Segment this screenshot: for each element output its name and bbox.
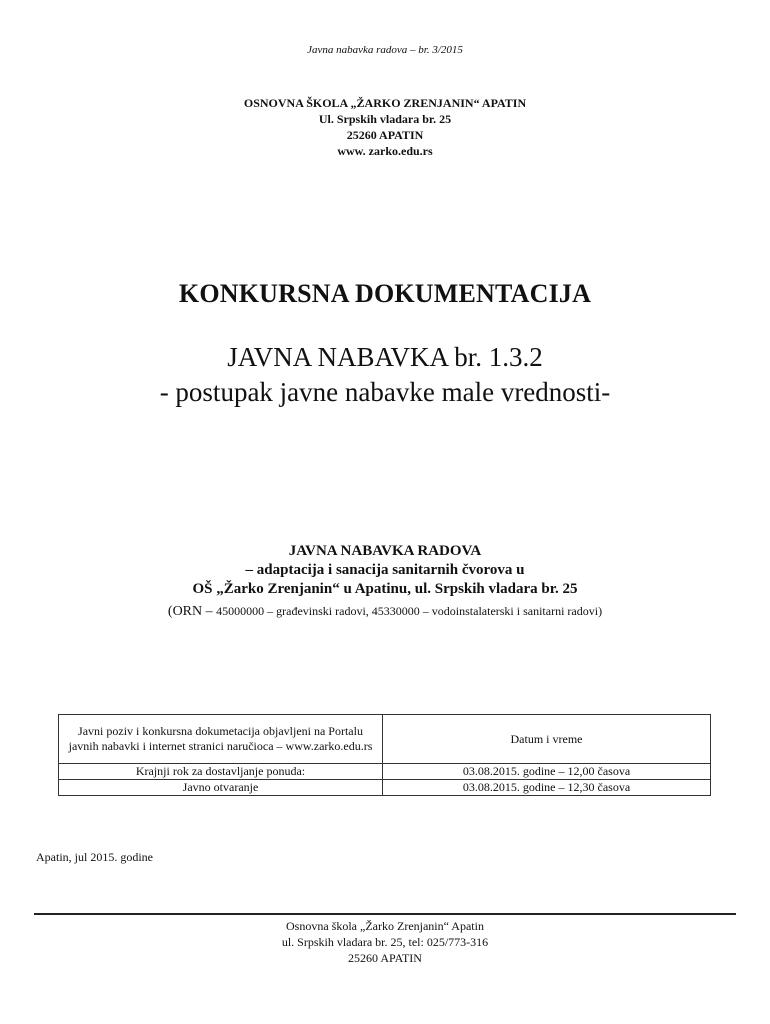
table-cell-value: 03.08.2015. godine – 12,00 časova [383, 764, 711, 780]
footer-line-1: Osnovna škola „Žarko Zrenjanin“ Apatin [286, 919, 484, 933]
subject-line-3: OŠ „Žarko Zrenjanin“ u Apatinu, ul. Srpskih vladara br. 25 [192, 581, 578, 597]
orn-codes [0, 604, 770, 620]
table-cell-label: Javno otvaranje [59, 780, 383, 796]
place-and-date: Apatin, jul 2015. godine [36, 850, 153, 864]
school-name: OSNOVNA ŠKOLA „ŽARKO ZRENJANIN“ APATIN [243, 96, 527, 110]
school-website: www. zarko.edu.rs [337, 144, 433, 158]
table-cell-label: Javni poziv i konkursna dokumetacija objavljeni na Portalu javnih nabavki i internet stranici naručioca – www.zarko.edu.rs [59, 715, 383, 764]
table-row [59, 780, 711, 796]
subject-block [0, 542, 770, 599]
orn-prefix: (ORN – [167, 604, 213, 619]
table-row [59, 764, 711, 780]
subject-line-2: – adaptacija i sanacija sanitarnih čvorova u [245, 562, 525, 578]
procurement-number: JAVNA NABAVKA br. 1.3.2 [227, 342, 543, 372]
school-address-block [0, 95, 770, 159]
school-street: Ul. Srpskih vladara br. 25 [318, 112, 452, 126]
footer [0, 918, 770, 966]
procurement-heading [0, 340, 770, 410]
school-city: 25260 APATIN [346, 128, 424, 142]
footer-line-2: ul. Srpskih vladara br. 25, tel: 025/773-316 [281, 935, 489, 949]
dates-table [58, 714, 711, 796]
subject-line-1: JAVNA NABAVKA RADOVA [288, 543, 482, 559]
footer-line-3: 25260 APATIN [348, 951, 422, 965]
document-title: KONKURSNA DOKUMENTACIJA [178, 279, 592, 308]
footer-divider [34, 913, 736, 915]
orn-detail: 45000000 – građevinski radovi, 45330000 – vodoinstalaterski i sanitarni radovi) [216, 604, 603, 618]
table-cell-value: Datum i vreme [383, 715, 711, 764]
procurement-procedure: - postupak javne nabavke male vrednosti- [159, 377, 611, 407]
table-cell-value: 03.08.2015. godine – 12,30 časova [383, 780, 711, 796]
running-header: Javna nabavka radova – br. 3/2015 [307, 44, 463, 56]
table-row [59, 715, 711, 764]
table-cell-label: Krajnji rok za dostavljanje ponuda: [59, 764, 383, 780]
